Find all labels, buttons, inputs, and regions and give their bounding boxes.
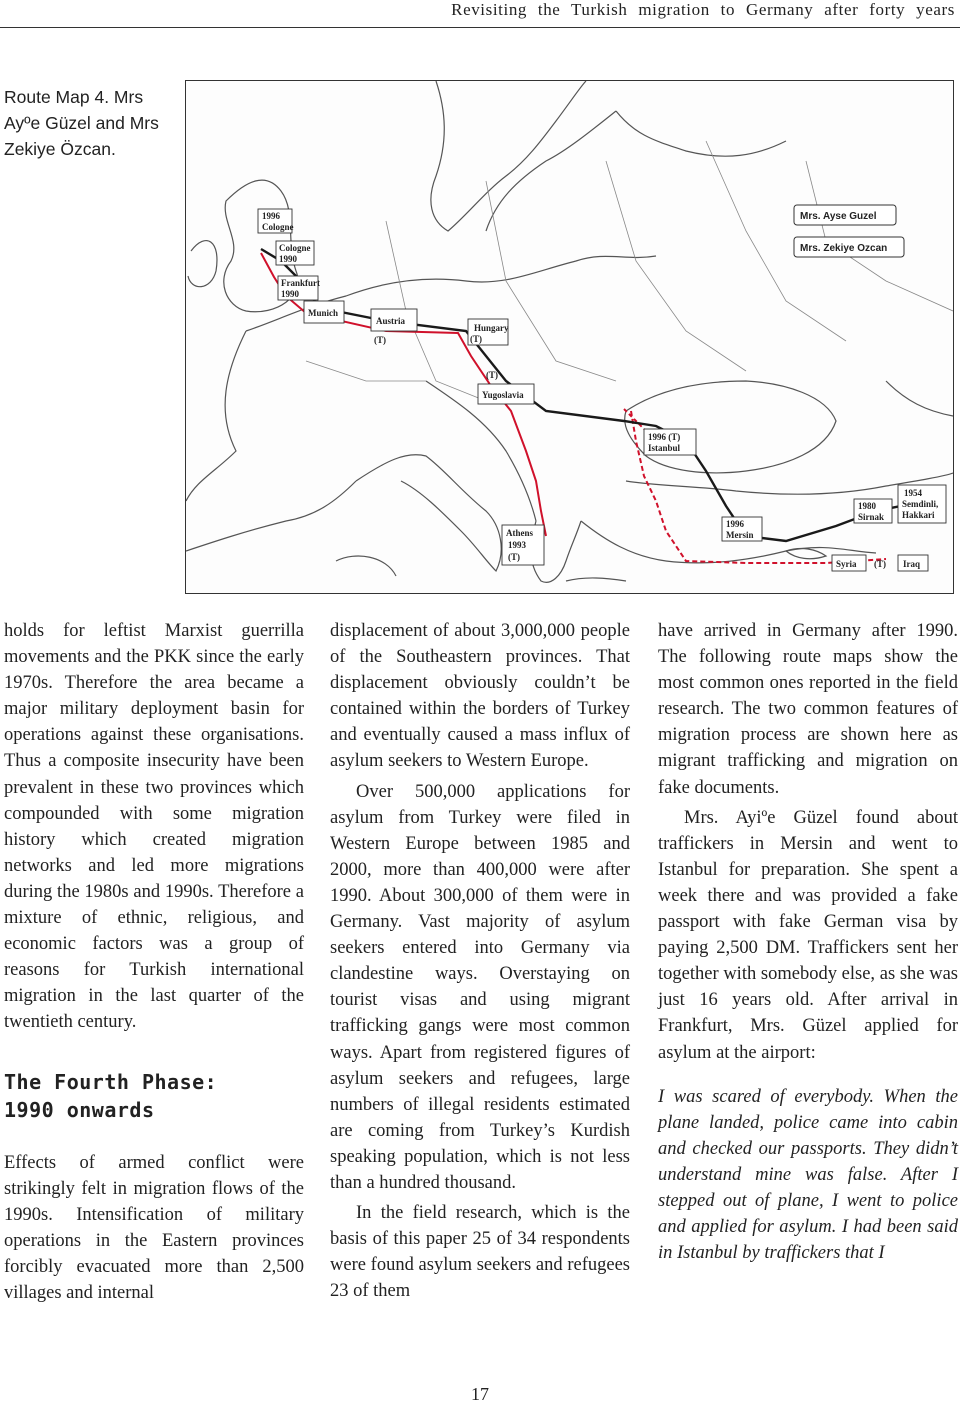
place-athens-year: 1993 [508, 540, 526, 550]
place-munich: Munich [308, 308, 339, 318]
text-column-1 [4, 618, 304, 1306]
paragraph: Effects of armed conflict were strikingly felt in migration flows of the 1990s. Intensification of military operations in the Eastern provinces forcibly evacuated more than 2,500 villages and internal [4, 1152, 304, 1303]
figure-caption [4, 84, 184, 162]
place-syria-t: (T) [874, 559, 886, 569]
paragraph: have arrived in Germany after 1990. The following route maps show the most common ones reported in the field research. The two common features of migration process are shown here as migrant trafficking and migration on fake documents. [658, 621, 958, 798]
place-cologne-1996: Cologne [262, 222, 294, 232]
paragraph: Mrs. Ayiºe Güzel found about traffickers in Mersin and went to Istanbul for preparation. She spent a week there and was provided a fake passport with fake German visa by paying 2,500 DM. Traffickers sent her together with somebody else, as she was just 16 years old. After arrival in Frankfurt, Mrs. Güzel applied for asylum at the airport: [658, 807, 958, 1063]
route-map-svg [186, 81, 953, 593]
place-mersin: Mersin [726, 530, 754, 540]
running-head: Revisiting the Turkish migration to Germany after forty years [451, 0, 955, 19]
caption-line: Zekiye Özcan. [4, 139, 116, 159]
section-heading-line2: 1990 onwards [4, 1097, 155, 1122]
place-syria: Syria [836, 559, 857, 569]
place-sirnak: Sirnak [858, 512, 885, 522]
place-cologne-1990-year: 1990 [279, 254, 297, 264]
paragraph: In the field research, which is the basis of this paper 25 of 34 respondents were found asylum seekers and refugees 23 of them [330, 1203, 630, 1302]
map-legend [794, 205, 904, 257]
place-athens-t: (T) [508, 552, 520, 562]
place-frankfurt-year: 1990 [281, 289, 299, 299]
route-guzel [261, 253, 886, 563]
place-yugoslavia-t: (T) [486, 370, 498, 380]
place-iraq: Iraq [903, 559, 921, 569]
place-hakkari-year: 1954 [904, 488, 922, 498]
legend-guzel-label: Mrs. Ayse Guzel [800, 211, 877, 222]
section-heading [4, 1068, 304, 1124]
place-hungary: Hungary [474, 323, 509, 333]
place-semdinli: Semdinli, [902, 499, 939, 509]
place-labels [258, 209, 946, 571]
paragraph: Over 500,000 applications for asylum from Turkey were filed in Western Europe between 1985 and 2000, more than 400,000 were after 1990. About 300,000 of them were in Germany. Vast majority of asylum seekers entered into Germany via clandestine ways. Overstaying on tourist visas and using migrant trafficking gangs were most common ways. Apart from registered figures of asylum seekers and refugees, large numbers of illegal residents estimated are coming from Turkey’s Kurdish speaking population, which is not less than a hundred thousand. [330, 781, 630, 1193]
caption-line: Route Map 4. Mrs [4, 87, 144, 107]
interview-quote: I was scared of everybody. When the plane landed, police came into cabin and checked our passports. They didn’t understand mine was false. After I stepped out of plane, I went to police and applied for asylum. I had been said in Istanbul by traffickers that I [658, 1086, 958, 1264]
text-column-2 [330, 618, 630, 1304]
place-frankfurt: Frankfurt [281, 278, 320, 288]
paragraph: displacement of about 3,000,000 people of the Southeastern provinces. That displacement obviously couldn’t be contained within the borders of Turkey and eventually caused a mass influx of asylum seekers to Western Europe. [330, 621, 630, 772]
place-hungary-t: (T) [470, 334, 482, 344]
place-istanbul: Istanbul [648, 443, 681, 453]
place-sirnak-year: 1980 [858, 501, 876, 511]
header-rule [0, 27, 960, 28]
place-austria-t: (T) [374, 335, 386, 345]
place-yugoslavia: Yugoslavia [482, 390, 524, 400]
caption-line: Ayºe Güzel and Mrs [4, 113, 159, 133]
page-number: 17 [471, 1384, 489, 1404]
section-heading-line1: The Fourth Phase: [4, 1069, 218, 1094]
place-istanbul-year: 1996 (T) [648, 432, 681, 442]
paragraph: holds for leftist Marxist guerrilla movements and the PKK since the early 1970s. Therefore the area became a major military deployment basin for operations against these organisations. Thus a composite insecurity have been prevalent in these two provinces which compounded with some migration history which created migration networks and led more migrations during the 1980s and 1990s. Therefore a mixture of ethnic, religious, and economic factors was a group of reasons for Turkish international migration in the last quarter of the twentieth century. [4, 621, 304, 1033]
place-cologne-1996-year: 1996 [262, 211, 280, 221]
place-austria: Austria [376, 316, 405, 326]
map-outlines [186, 81, 953, 582]
place-athens: Athens [506, 528, 534, 538]
legend-ozcan-label: Mrs. Zekiye Ozcan [800, 243, 888, 254]
place-mersin-year: 1996 [726, 519, 744, 529]
route-map [185, 80, 954, 594]
text-column-3 [658, 618, 958, 1266]
place-hakkari: Hakkari [902, 510, 935, 520]
place-cologne-1990: Cologne [279, 243, 311, 253]
